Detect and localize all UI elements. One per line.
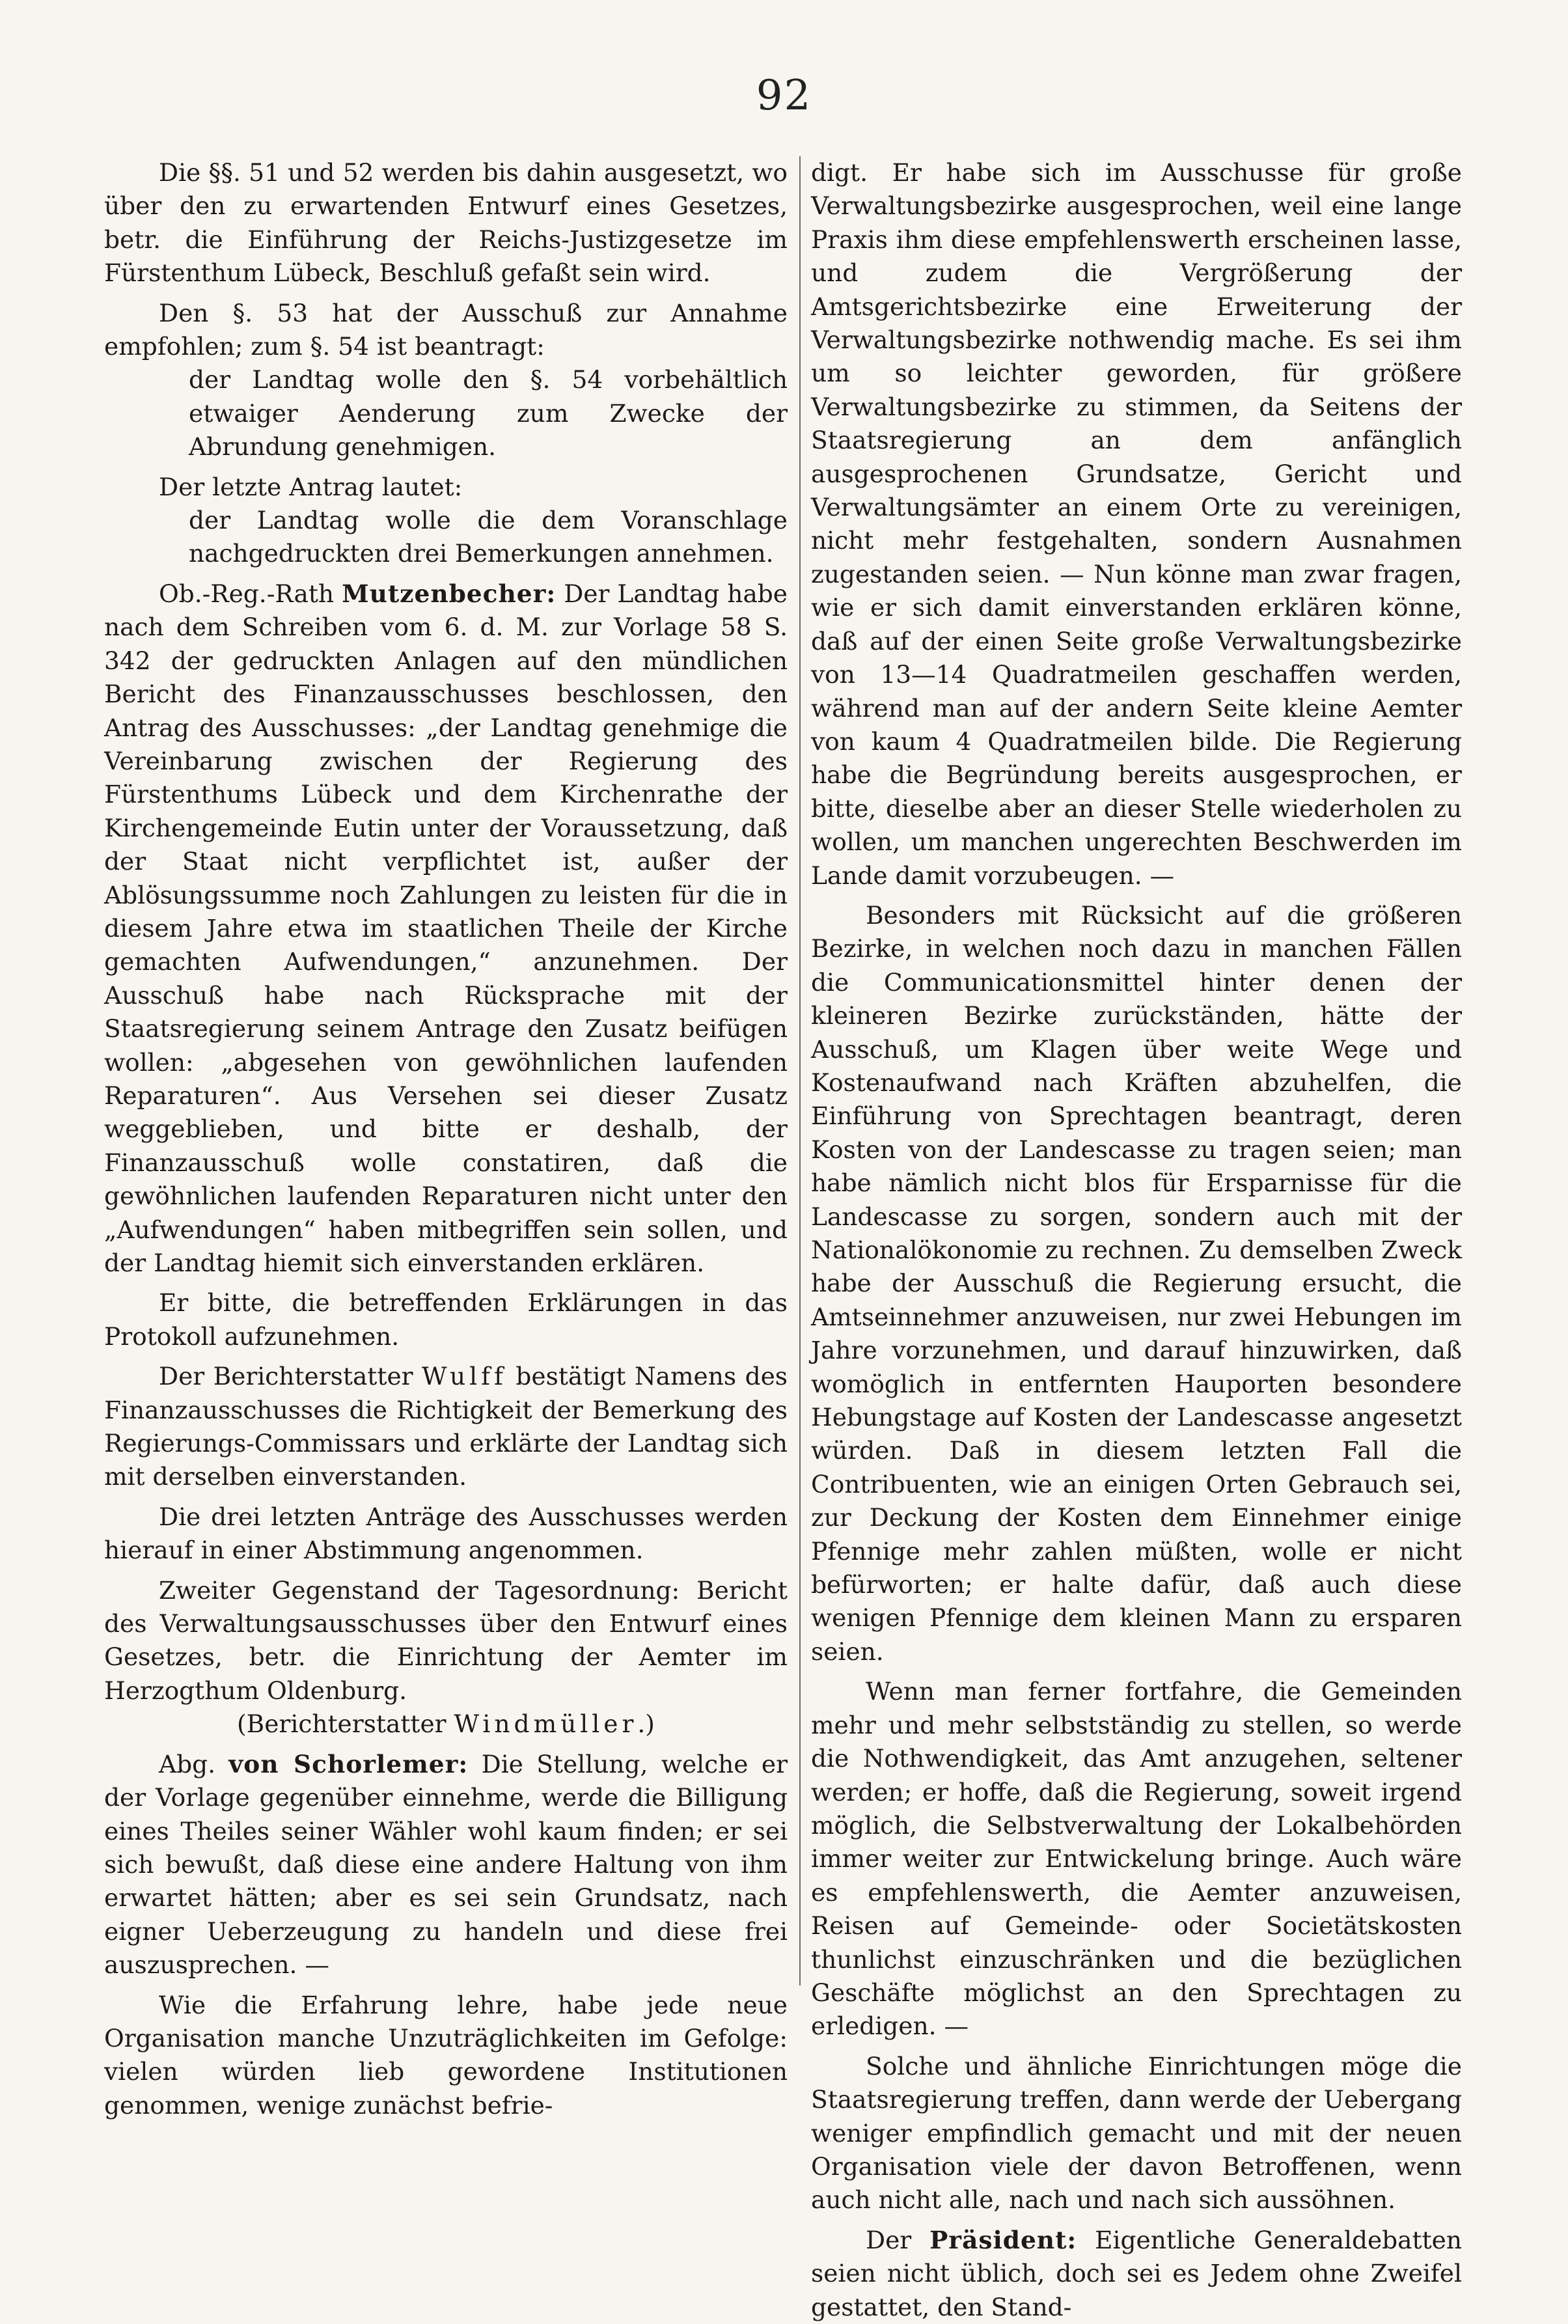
rapporteur-name: Windmüller bbox=[454, 1709, 638, 1739]
speaker-title: Der Berichterstatter bbox=[159, 1362, 413, 1391]
paragraph: Solche und ähnliche Einrichtungen möge die Staatsregierung treffen, dann werde der Uebergang weniger empfindlich gemacht und mit der neuen Organisation viele der davon Betroffenen, wenn auch nicht alle, nach und nach sich aussöhnen. bbox=[811, 2051, 1462, 2215]
rapporteur-note bbox=[104, 1708, 788, 1741]
right-column bbox=[811, 156, 1462, 2324]
page-number: 92 bbox=[756, 72, 812, 120]
paragraph: Der letzte Antrag lautet: bbox=[159, 472, 463, 501]
speaker-name: von Schorlemer: bbox=[228, 1749, 469, 1778]
speaker-title: Abg. bbox=[159, 1749, 216, 1778]
paragraph bbox=[104, 1360, 788, 1494]
agenda-item: Zweiter Gegenstand der Tagesordnung: Bericht des Verwaltungsausschusses über den Entwurf eines Gesetzes, betr. die Einrichtung der Aemter im Herzogthum Oldenburg. bbox=[104, 1575, 788, 1705]
left-column bbox=[104, 156, 788, 2122]
speech-text: Der Landtag habe nach dem Schreiben vom 6. d. M. zur Vorlage 58 S. 342 der gedruckten Anlagen auf den mündlichen Bericht des Finanzausschusses beschlossen, den Antrag des Ausschusses: „der Landtag genehmige die Vereinbarung zwischen der Regierung des Fürstenthums Lübeck und dem Kirchenrathe der Kirchengemeinde Eutin unter der Voraussetzung, daß der Staat nicht verpflichtet ist, außer der Ablösungssumme noch Zahlungen zu leisten für die in diesem Jahre etwa im staatlichen Theile der Kirche gemachten Aufwendungen,“ anzunehmen. Der Ausschuß habe nach Rücksprache mit der Staatsregierung seinem Antrage den Zusatz beifügen wollen: „abgesehen von gewöhnlichen laufenden Reparaturen“. Aus Versehen sei dieser Zusatz weggeblieben, und bitte er deshalb, der Finanzausschuß wolle constatiren, daß die gewöhnlichen laufenden Reparaturen nicht unter den „Aufwendungen“ haben mitbegriffen sein sollen, und der Landtag hiemit sich einverstanden erklären. bbox=[104, 579, 788, 1277]
paragraph: Wenn man ferner fortfahre, die Gemeinden mehr und mehr selbstständig zu stellen, so werde die Nothwendigkeit, das Amt anzugehen, seltener werden; er hoffe, daß die Regierung, soweit irgend möglich, die Selbstverwaltung der Lokalbehörden immer weiter zur Entwickelung bringe. Auch wäre es empfehlenswerth, die Aemter anzuweisen, Reisen auf Gemeinde- oder Societätskosten thunlichst einzuschränken und die bezüglichen Geschäfte möglichst an den Sprechtagen zu erledigen. — bbox=[811, 1677, 1462, 2041]
note-close: .) bbox=[637, 1709, 655, 1739]
paragraph: Die §§. 51 und 52 werden bis dahin ausgesetzt, wo über den zu erwartenden Entwurf eines Gesetzes, betr. die Einführung der Reichs-Justizgesetze im Fürstenthum Lübeck, Beschluß gefaßt sein wird. bbox=[104, 158, 788, 288]
speech-paragraph bbox=[104, 577, 788, 1280]
speech-paragraph bbox=[104, 1748, 788, 1982]
speaker-title: Ob.-Reg.-Rath bbox=[159, 579, 335, 608]
speech-text: Die Stellung, welche er der Vorlage gegenüber einnehme, werde die Billigung eines Theiles seiner Wähler wohl kaum finden; er sei sich bewußt, daß diese eine andere Haltung von ihm erwartet hätten; aber es sei sein Grundsatz, nach eigner Ueberzeugung zu handeln und diese frei auszusprechen. — bbox=[104, 1749, 788, 1980]
paragraph: Besonders mit Rücksicht auf die größeren Bezirke, in welchen noch dazu in manchen Fällen die Communicationsmittel hinter denen der kleineren Bezirke zurückständen, hätte der Ausschuß, um Klagen über weite Wege und Kostenaufwand nach Kräften abzuhelfen, die Einführung von Sprechtagen beantragt, deren Kosten von der Landescasse zu tragen seien; man habe nämlich nicht blos für Ersparnisse für die Landescasse zu sorgen, sondern auch mit der Nationalökonomie zu rechnen. Zu demselben Zweck habe der Ausschuß die Regierung ersucht, die Amtseinnehmer anzuweisen, nur zwei Hebungen im Jahre vorzunehmen, und darauf hinzuwirken, daß womöglich in entfernten Hauporten besondere Hebungstage auf Kosten der Landescasse angesetzt würden. Daß in diesem letzten Fall die Contribuenten, wie an einigen Orten Gebrauch sei, zur Deckung der Kosten dem Einnehmer einige Pfennige mehr zahlen müßten, wolle er nicht befürworten; er halte dafür, daß auch diese wenigen Pfennige dem kleinen Mann zu ersparen seien. bbox=[811, 900, 1462, 1666]
speaker-title: Der bbox=[866, 2225, 912, 2254]
paragraph: Wie die Erfahrung lehre, habe jede neue Organisation manche Unzuträglichkeiten im Gefolge: vielen würden lieb gewordene Institutionen genommen, wenige zunächst befrie- bbox=[104, 1990, 788, 2120]
paragraph: digt. Er habe sich im Ausschusse für große Verwaltungsbezirke ausgesprochen, weil eine lange Praxis ihm diese empfehlenswerth erscheinen lasse, und zudem die Vergrößerung der Amtsgerichtsbezirke eine Erweiterung der Verwaltungsbezirke nothwendig mache. Es sei ihm um so leichter geworden, für größere Verwaltungsbezirke zu stimmen, da Seitens der Staatsregierung an dem anfänglich ausgesprochenen Grundsatze, Gericht und Verwaltungsämter an einem Orte zu vereinigen, nicht mehr festgehalten, sondern Ausnahmen zugestanden seien. — Nun könne man zwar fragen, wie er sich damit einverstanden erklären könne, daß auf der einen Seite große Verwaltungsbezirke von 13—14 Quadratmeilen geschaffen werden, während man auf der andern Seite kleine Aemter von kaum 4 Quadratmeilen bilde. Die Regierung habe die Begründung bereits ausgesprochen, er bitte, dieselbe aber an dieser Stelle wiederholen zu wollen, um manchen ungerechten Beschwerden im Lande damit vorzubeugen. — bbox=[811, 158, 1462, 890]
speaker-name: Präsident: bbox=[929, 2225, 1077, 2254]
paragraph-text: bestätigt Namens des Finanzausschusses die Richtigkeit der Bemerkung des Regierungs-Commissars und erklärte der Landtag sich mit derselben einverstanden. bbox=[104, 1362, 788, 1491]
column-divider bbox=[799, 156, 801, 1985]
paragraph: Die drei letzten Anträge des Ausschusses werden hierauf in einer Abstimmung angenommen. bbox=[104, 1502, 788, 1565]
paragraph: Er bitte, die betreffenden Erklärungen in das Protokoll aufzunehmen. bbox=[104, 1288, 788, 1351]
motion-quote: der Landtag wolle die dem Voranschlage nachgedruckten drei Bemerkungen annehmen. bbox=[189, 506, 788, 568]
speech-text: Eigentliche Generaldebatten seien nicht üblich, doch sei es Jedem ohne Zweifel gestattet, den Stand- bbox=[811, 2225, 1463, 2321]
paragraph: Den §. 53 hat der Ausschuß zur Annahme empfohlen; zum §. 54 ist beantragt: bbox=[104, 298, 788, 361]
rapporteur-name: Wulff bbox=[422, 1362, 507, 1391]
note-open: (Berichterstatter bbox=[237, 1709, 447, 1739]
motion-quote: der Landtag wolle den §. 54 vorbehältlich etwaiger Aenderung zum Zwecke der Abrundung genehmigen. bbox=[189, 365, 788, 462]
speaker-name: Mutzenbecher: bbox=[342, 579, 557, 608]
speech-paragraph bbox=[811, 2224, 1462, 2324]
